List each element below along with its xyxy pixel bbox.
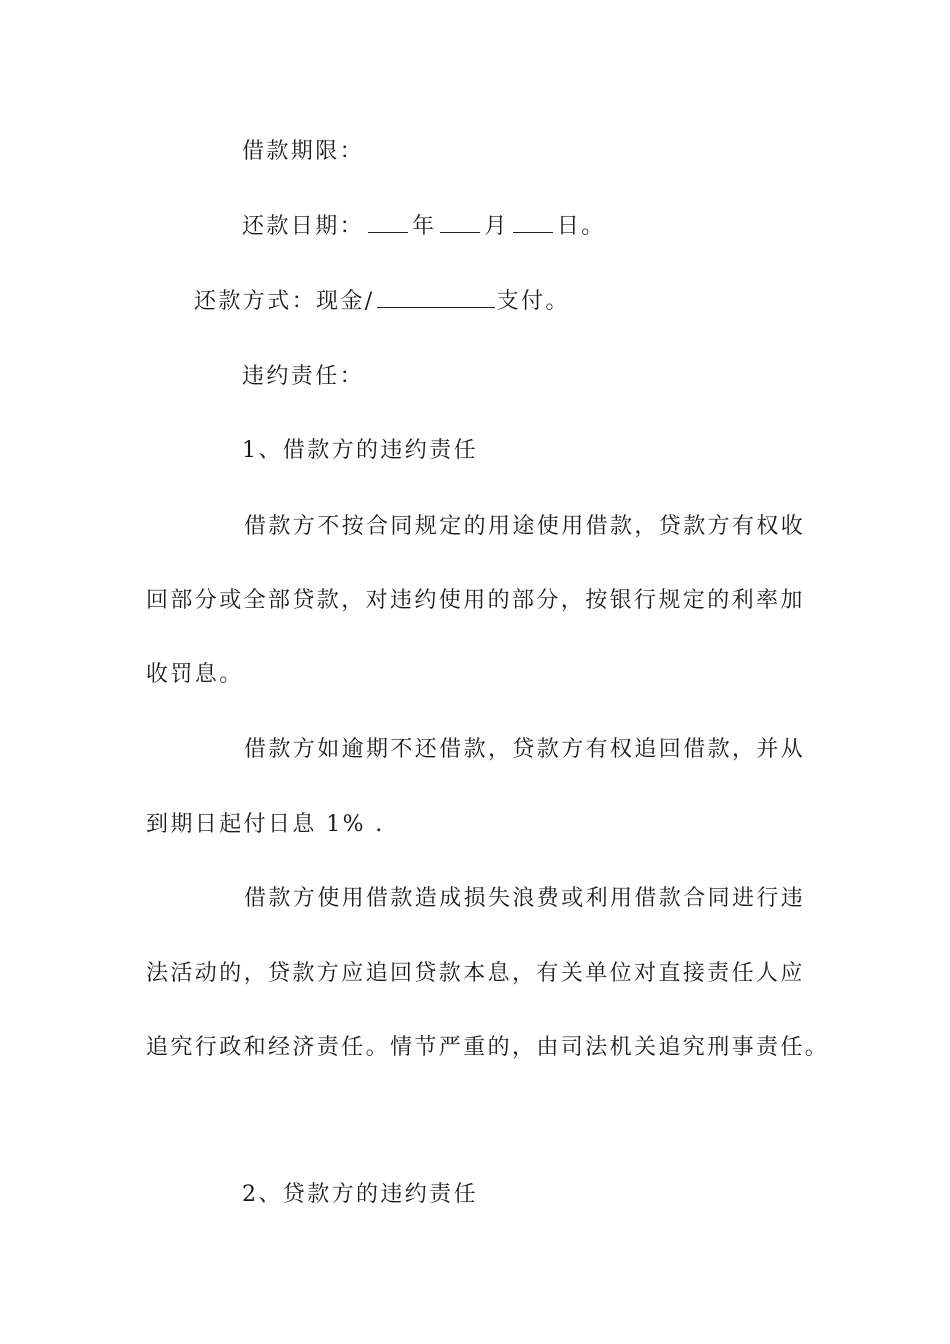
- day-blank: [513, 212, 553, 233]
- repay-date-line: [242, 212, 606, 242]
- section1-para2-line2: 到期日起付日息 1% .: [146, 812, 385, 837]
- breach-heading: 违约责任：: [242, 364, 365, 389]
- section1-title: 1、借款方的违约责任: [242, 438, 478, 463]
- year-blank: [368, 212, 408, 233]
- section1-para1-line2: 回部分或全部贷款，对违约使用的部分，按银行规定的利率加: [146, 588, 805, 613]
- section1-para3-line3: 追究行政和经济责任。情节严重的，由司法机关追究刑事责任。: [146, 1035, 830, 1060]
- section1-para2-line1: 借款方如逾期不还借款，贷款方有权追回借款，并从: [244, 737, 806, 762]
- month-text: 月: [484, 214, 509, 239]
- repay-date-label: 还款日期：: [242, 214, 365, 239]
- loan-term-label: 借款期限：: [242, 139, 365, 164]
- method-blank: [377, 287, 495, 308]
- month-blank: [440, 212, 480, 233]
- section1-para3-line2: 法活动的，贷款方应追回贷款本息，有关单位对直接责任人应: [146, 961, 805, 986]
- day-text: 日。: [556, 214, 606, 239]
- section2-title: 2、贷款方的违约责任: [242, 1182, 478, 1207]
- section1-para3-line1: 借款方使用借款造成损失浪费或利用借款合同进行违: [244, 886, 806, 911]
- section1-para1-line1: 借款方不按合同规定的用途使用借款，贷款方有权收: [244, 514, 806, 539]
- repay-method-line: [194, 287, 570, 317]
- year-text: 年: [412, 214, 437, 239]
- repay-method-suffix: 支付。: [496, 289, 570, 314]
- section1-para1-line3: 收罚息。: [146, 662, 244, 687]
- repay-method-label: 还款方式：现金/: [194, 289, 375, 314]
